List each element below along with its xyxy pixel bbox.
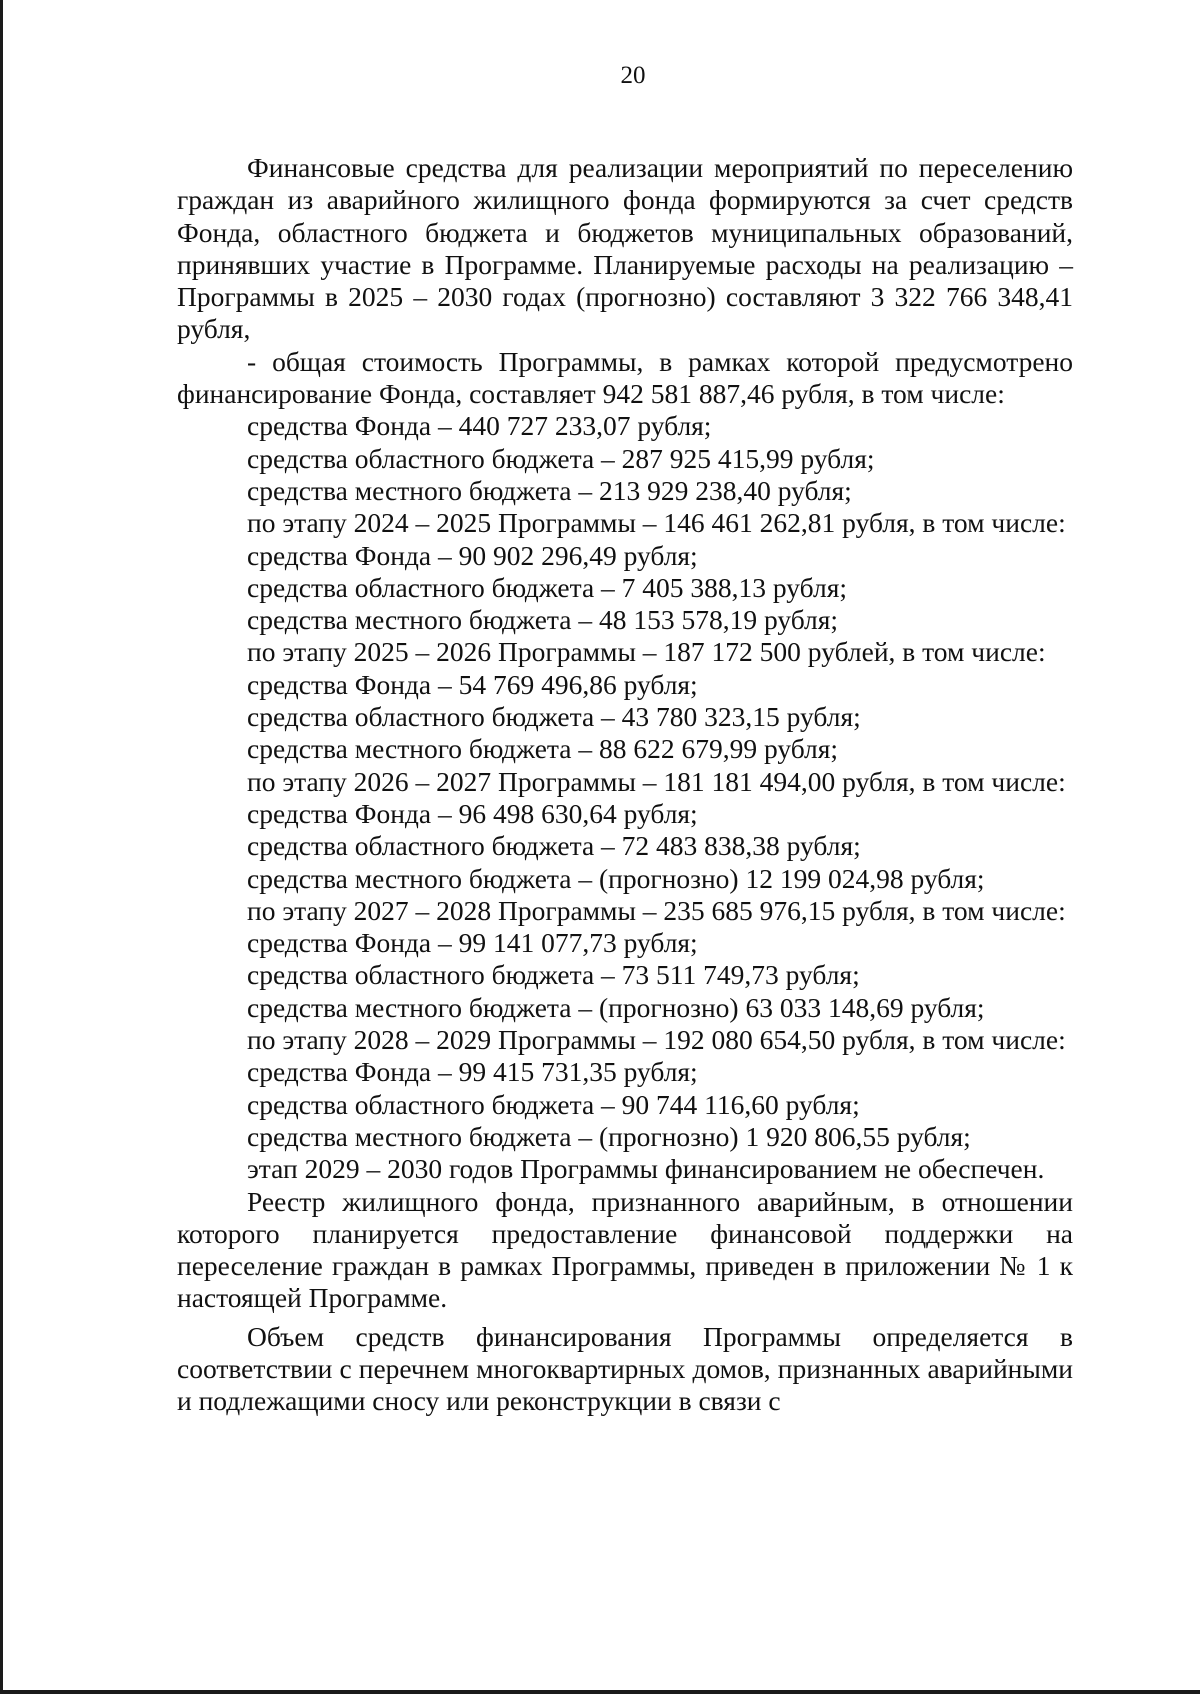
total-regional-item: средства областного бюджета – 287 925 415,99 рубля; (247, 442, 875, 474)
stage-2024-2025-local: средства местного бюджета – 48 153 578,19 рубля; (247, 604, 839, 636)
stage-2028-2029-fund: средства Фонда – 99 415 731,35 рубля; (247, 1056, 698, 1088)
stage-2028-2029-heading: по этапу 2028 – 2029 Программы – 192 080 654,50 рубля, в том числе: (247, 1024, 1066, 1056)
stage-2028-2029-regional: средства областного бюджета – 90 744 116,60 рубля; (247, 1088, 860, 1120)
stage-2028-2029-local: средства местного бюджета – (прогнозно) 1 920 806,55 рубля; (247, 1120, 971, 1152)
stage-2024-2025-regional: средства областного бюджета – 7 405 388,13 рубля; (247, 571, 847, 603)
stage-2026-2027-heading: по этапу 2026 – 2027 Программы – 181 181 494,00 рубля, в том числе: (247, 765, 1066, 797)
stage-2025-2026-local: средства местного бюджета – 88 622 679,99 рубля; (247, 733, 839, 765)
stage-2027-2028-regional: средства областного бюджета – 73 511 749,73 рубля; (247, 959, 860, 991)
scan-border-bottom (0, 1690, 1200, 1694)
stage-2026-2027-regional: средства областного бюджета – 72 483 838,38 рубля; (247, 830, 861, 862)
total-local-item: средства местного бюджета – 213 929 238,40 рубля; (247, 474, 852, 506)
scan-border-left (0, 0, 3, 1694)
stage-2027-2028-heading: по этапу 2027 – 2028 Программы – 235 685 976,15 рубля, в том числе: (247, 894, 1066, 926)
stage-2025-2026-fund: средства Фонда – 54 769 496,86 рубля; (247, 668, 698, 700)
stage-2025-2026-heading: по этапу 2025 – 2026 Программы – 187 172 500 рублей, в том числе: (247, 636, 1046, 668)
stage-2029-2030-note: этап 2029 – 2030 годов Программы финансированием не обеспечен. (247, 1153, 1045, 1185)
total-fund-item: средства Фонда – 440 727 233,07 рубля; (247, 410, 712, 442)
total-cost-paragraph: - общая стоимость Программы, в рамках которой предусмотрено финансирование Фонда, составляет 942 581 887,46 рубля, в том числе: (177, 345, 1073, 410)
stage-2026-2027-local: средства местного бюджета – (прогнозно) 12 199 024,98 рубля; (247, 862, 985, 894)
page-number: 20 (620, 62, 646, 89)
stage-2025-2026-regional: средства областного бюджета – 43 780 323,15 рубля; (247, 701, 861, 733)
intro-paragraph: Финансовые средства для реализации мероприятий по переселению граждан из аварийного жилищного фонда формируются за счет средств Фонда, областного бюджета и бюджетов муниципальных образований, принявших участие в Программе. Планируемые расходы на реализацию – Программы в 2025 – 2030 годах (прогнозно) составляют 3 322 766 348,41 рубля, (177, 152, 1073, 345)
document-body (177, 152, 1073, 1418)
stage-2024-2025-heading: по этапу 2024 – 2025 Программы – 146 461 262,81 рубля, в том числе: (247, 507, 1066, 539)
registry-paragraph: Реестр жилищного фонда, признанного аварийным, в отношении которого планируется предоставление финансовой поддержки на переселение граждан в рамках Программы, приведен в приложении № 1 к настоящей Программе. (177, 1185, 1073, 1314)
funding-volume-paragraph: Объем средств финансирования Программы определяется в соответствии с перечнем многоквартирных домов, признанных аварийными и подлежащими сносу или реконструкции в связи с (177, 1320, 1073, 1417)
stage-2027-2028-local: средства местного бюджета – (прогнозно) 63 033 148,69 рубля; (247, 991, 985, 1023)
stage-2024-2025-fund: средства Фонда – 90 902 296,49 рубля; (247, 539, 698, 571)
stage-2026-2027-fund: средства Фонда – 96 498 630,64 рубля; (247, 797, 698, 829)
stage-2027-2028-fund: средства Фонда – 99 141 077,73 рубля; (247, 927, 698, 959)
